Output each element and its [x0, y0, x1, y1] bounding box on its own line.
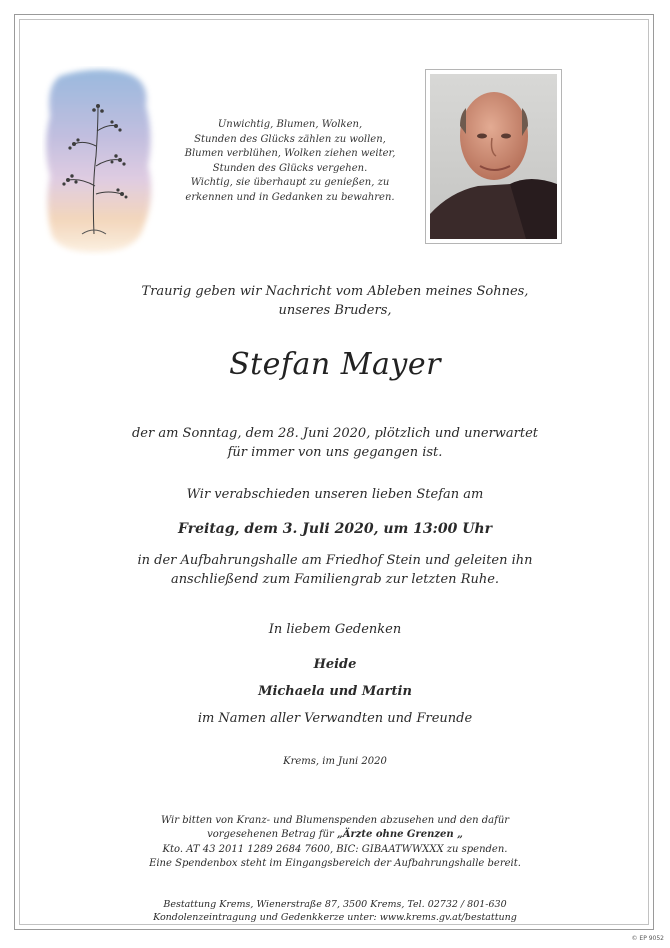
donation-line: Eine Spendenbox steht im Eingangsbereich der Aufbahrungshalle bereit.	[149, 858, 521, 870]
funeral-date: Freitag, dem 3. Juli 2020, um 13:00 Uhr	[178, 521, 492, 537]
poem-line: Blumen verblühen, Wolken ziehen weiter,	[184, 148, 396, 160]
death-line: für immer von uns gegangen ist.	[227, 445, 443, 460]
deceased-name: Stefan Mayer	[229, 347, 441, 382]
charity-name: „Ärzte ohne Grenzen „	[336, 829, 463, 841]
undertaker-info	[0, 898, 670, 924]
poem	[178, 118, 402, 206]
in-memory-text: In liebem Gedenken	[268, 622, 402, 637]
portrait-photo	[425, 69, 562, 244]
place-line: in der Aufbahrungshalle am Friedhof Stein und geleiten ihn	[137, 553, 533, 568]
relatives-text: im Namen aller Verwandten und Freunde	[197, 711, 473, 726]
funeral-place	[0, 551, 670, 589]
place-line: anschließend zum Familiengrab zur letzten Ruhe.	[170, 572, 500, 587]
mourner-name: Michaela und Martin	[258, 684, 412, 699]
poem-line: erkennen und in Gedanken zu bewahren.	[185, 191, 395, 203]
donation-line: Kto. AT 43 2011 1289 2684 7600, BIC: GIBAATWWXXX zu spenden.	[162, 843, 508, 855]
donation-line: Wir bitten von Kranz- und Blumenspenden abzusehen und den dafür	[160, 815, 510, 826]
poem-line: Unwichtig, Blumen, Wolken,	[217, 119, 363, 130]
poem-line: Stunden des Glücks vergehen.	[212, 162, 368, 174]
undertaker-line: Bestattung Krems, Wienerstraße 87, 3500 Krems, Tel. 02732 / 801-630	[163, 899, 507, 910]
mourner-name: Heide	[313, 657, 357, 672]
death-line: der am Sonntag, dem 28. Juni 2020, plötzlich und unerwartet	[131, 426, 539, 441]
place-date: Krems, im Juni 2020	[283, 756, 387, 767]
print-code: © EP 9052	[631, 935, 664, 942]
donation-notice	[0, 814, 670, 872]
intro-text	[0, 282, 670, 320]
intro-line: unseres Bruders,	[278, 303, 392, 318]
tree-illustration	[42, 66, 160, 256]
poem-line: Stunden des Glücks zählen zu wollen,	[194, 133, 386, 145]
undertaker-line: Kondolenzeintragung und Gedenkkerze unter: www.krems.gv.at/bestattung	[153, 912, 517, 923]
intro-line: Traurig geben wir Nachricht vom Ableben meines Sohnes,	[141, 284, 529, 299]
farewell-text: Wir verabschieden unseren lieben Stefan am	[186, 487, 484, 502]
poem-line: Wichtig, sie überhaupt zu genießen, zu	[190, 177, 390, 189]
donation-line: vorgesehenen Betrag für „Ärzte ohne Grenzen „	[207, 829, 463, 841]
death-notice	[0, 424, 670, 462]
